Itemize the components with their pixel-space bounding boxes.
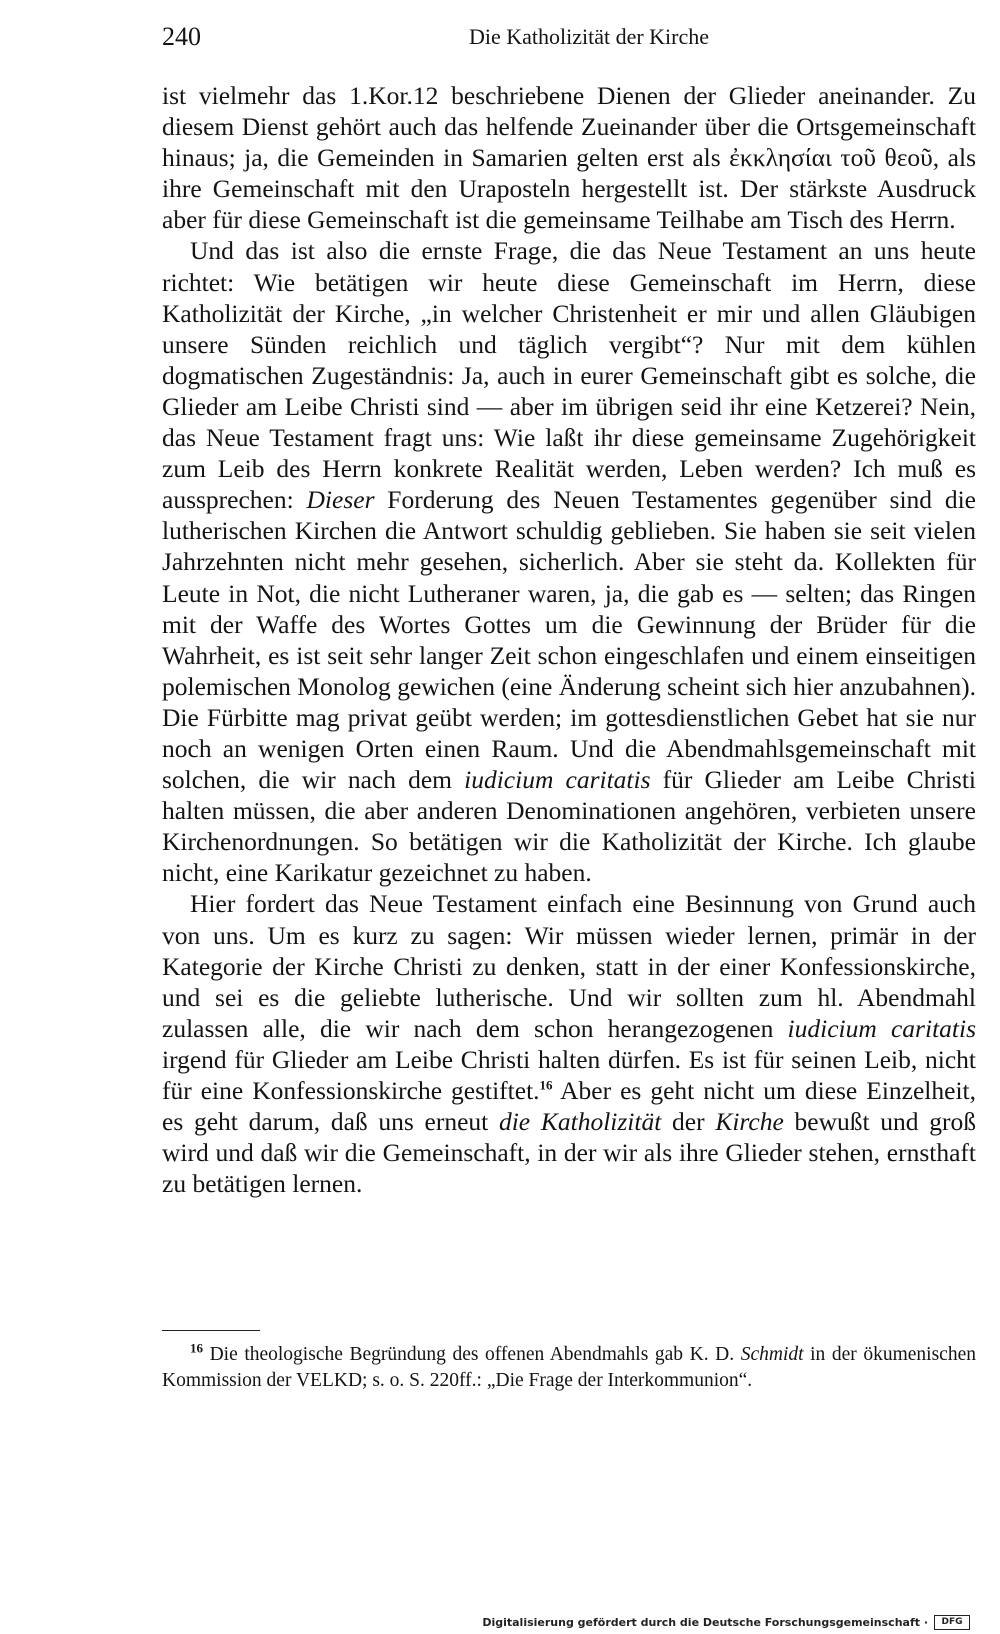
emphasis-dieser: Dieser: [306, 485, 375, 515]
paragraph-3-text-4: der: [661, 1107, 716, 1137]
footnote-text-1: Die theologische Begründung des offenen Abendmahls gab K. D.: [203, 1344, 741, 1365]
footnotes: [162, 1342, 976, 1393]
footnote-divider: [162, 1330, 260, 1331]
paragraph-3-text-1: Hier fordert das Neue Testament einfach eine Besinnung von Grund auch von uns. Um es kurz zu sagen: Wir müssen wieder lernen, primär in der Kategorie der Kirche Christi zu denken, statt in der einer Konfessionskirche, und sei es die geliebte lutherische. Und wir sollten zum hl. Abendmahl zulassen alle, die wir nach dem schon herangezogenen: [162, 889, 976, 1043]
paragraph-3-text-2: irgend für Glieder am Leibe Christi halten dürfen. Es ist für seinen Leib, nicht für eine Konfessionskirche gestiftet.: [162, 1044, 976, 1105]
emphasis-iudicium-caritatis: iudicium caritatis: [464, 765, 651, 795]
paragraph-2-text-2: Forderung des Neuen Testamentes gegenüber sind die lutherischen Kirchen die Antwort schuldig geblieben. Sie haben sie seit vielen Jahrzehnten nicht mehr gesehen, sicherlich. Aber sie steht da. Kollekten für Leute in Not, die nicht Lutheraner waren, ja, die gab es — selten; das Ringen mit der Waffe des Wortes Gottes um die Gewinnung der Brüder für die Wahrheit, es ist seit sehr langer Zeit schon eingeschlafen und einem einseitigen polemischen Monolog gewichen (eine Änderung scheint sich hier anzubahnen). Die Fürbitte mag privat geübt werden; im gottesdienstlichen Gebet hat sie nur noch an wenigen Orten einen Raum. Und die Abendmahlsgemeinschaft mit solchen, die wir nach dem: [162, 485, 977, 795]
footnote-marker: 16: [190, 1340, 203, 1356]
paragraph-2: [162, 235, 976, 888]
emphasis-kirche: Kirche: [715, 1107, 784, 1137]
footnote-16: [162, 1342, 976, 1393]
main-text: [162, 80, 976, 1199]
emphasis-iudicium-caritatis-2: iudicium caritatis: [787, 1013, 976, 1043]
footnote-author-name: Schmidt: [740, 1344, 804, 1365]
paragraph-3-text-5: bewußt und groß wird und daß wir die Gemeinschaft, in der wir als ihre Glieder stehen, ernsthaft zu betätigen lernen.: [162, 1107, 977, 1199]
running-title: Die Katholizität der Kirche: [468, 24, 710, 49]
page-number: 240: [162, 22, 201, 51]
paragraph-2-text-3: für Glieder am Leibe Christi halten müssen, die aber anderen Denominationen angehören, verbieten unsere Kirchenordnungen. So betätigen wir die Katholizität der Kirche. Ich glaube nicht, eine Karikatur gezeichnet zu haben.: [162, 765, 977, 888]
paragraph-1: [162, 80, 976, 235]
paragraph-3: [162, 888, 976, 1199]
dfg-logo-icon: DFG: [934, 1615, 970, 1630]
paragraph-3-text-3: Aber es geht nicht um diese Einzelheit, es geht darum, daß uns erneut: [162, 1076, 976, 1137]
paragraph-2-text-1: Und das ist also die ernste Frage, die das Neue Testament an uns heute richtet: Wie betätigen wir heute diese Gemeinschaft im Herrn, diese Katholizität der Kirche, „in welcher Christenheit er mir und allen Gläubigen unsere Sünden reichlich und täglich vergibt“? Nur mit dem kühlen dogmatischen Zugeständnis: Ja, auch in eurer Gemeinschaft gibt es solche, die Glieder am Leibe Christi sind — aber im übrigen seid ihr eine Ketzerei? Nein, das Neue Testament fragt uns: Wie laßt ihr diese gemeinsame Zugehörigkeit zum Leib des Herrn konkrete Realität werden, Leben werden? Ich muß es aussprechen:: [162, 236, 976, 515]
paragraph-1-text: ist vielmehr das 1.Kor.12 beschriebene Dienen der Glieder aneinander. Zu diesem Dienst gehört auch das helfende Zueinander über die Ortsgemeinschaft hinaus; ja, die Gemeinden in Samarien gelten erst als ἐκκλησίαι τοῦ θεοῦ, als ihre Gemeinschaft mit den Uraposteln hergestellt ist. Der stärkste Ausdruck aber für diese Gemeinschaft ist die gemeinsame Teilhabe am Tisch des Herrn.: [162, 81, 976, 235]
digitization-credit: Digitalisierung gefördert durch die Deutsche Forschungsgemeinschaft ·: [482, 1616, 928, 1629]
emphasis-die-katholizitaet: die Katholizität: [498, 1107, 662, 1137]
footnote-text-2: in der ökumenischen Kommission der VELKD; s. o. S. 220ff.: „Die Frage der Interkommunion“.: [162, 1344, 976, 1391]
page-header: [162, 22, 976, 58]
footnote-reference[interactable]: 16: [539, 1077, 553, 1093]
